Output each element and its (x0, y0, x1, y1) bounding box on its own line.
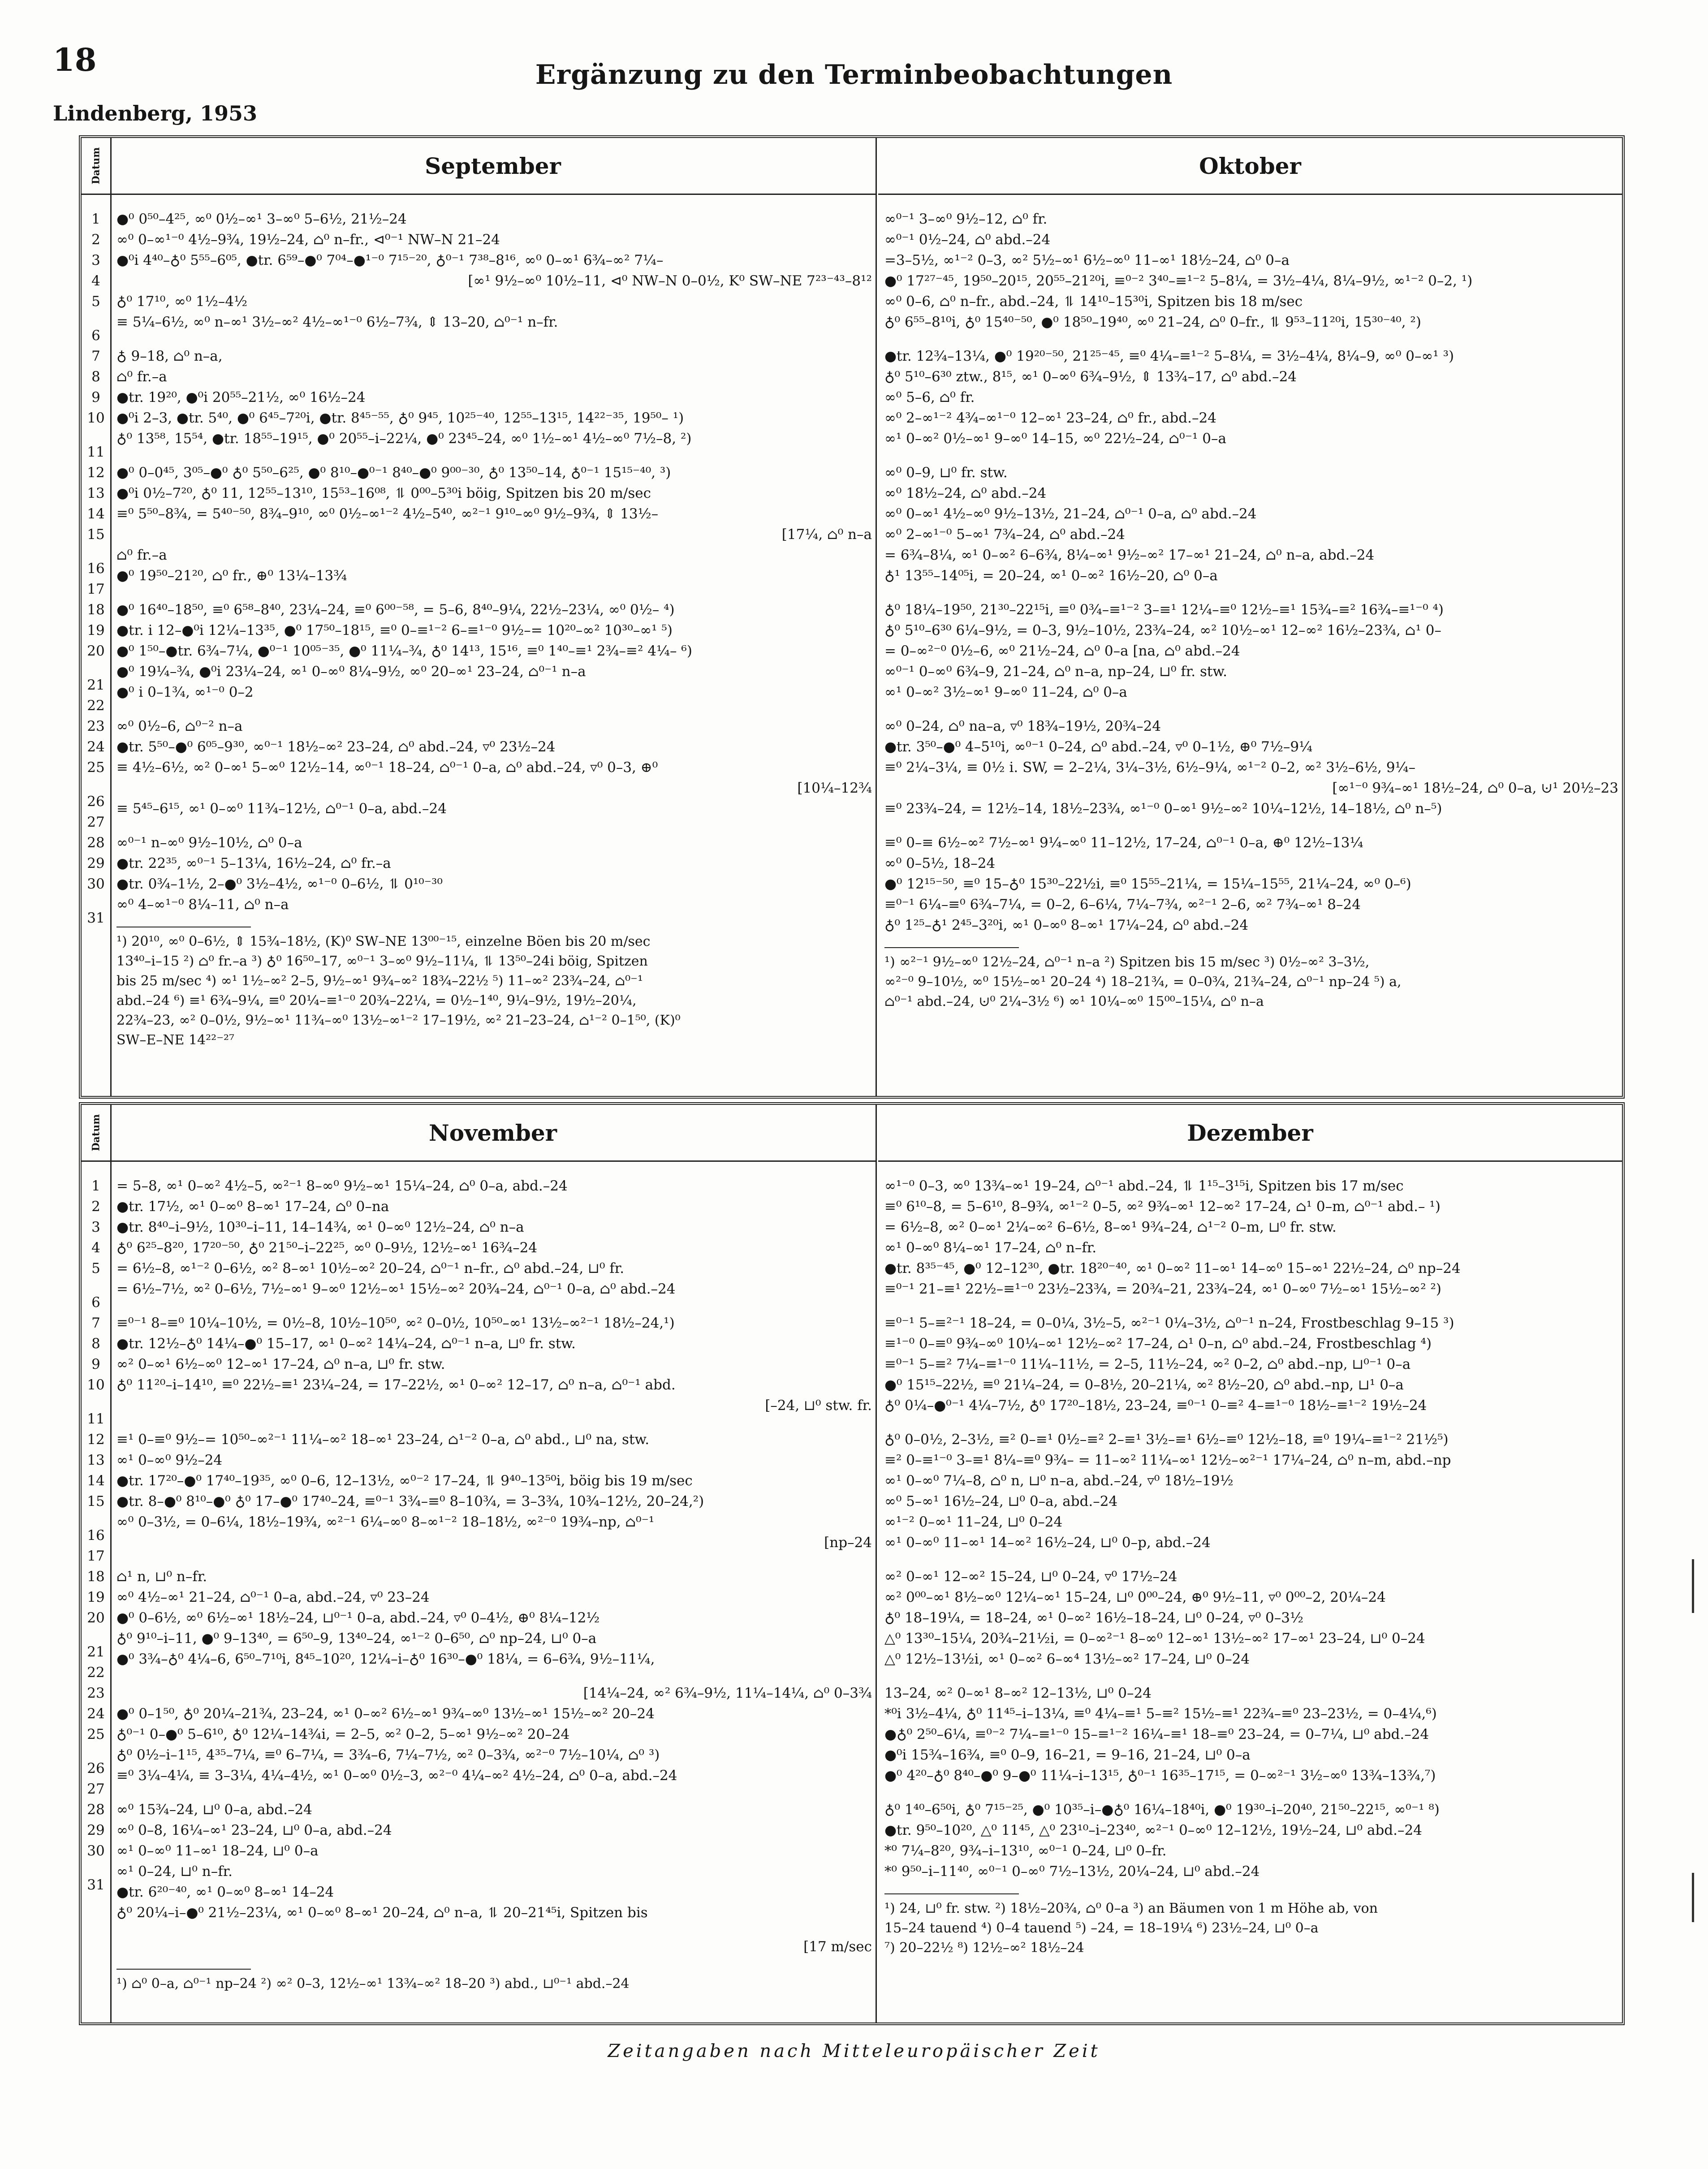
day-entry: ♁⁰ 0¼–●⁰⁻¹ 4¼–7½, ♁⁰ 17²⁰–18½, 23–24, ≡⁰⁻¹ 0–≡² 4–≡¹⁻⁰ 18½–≡¹⁻² 19½–24 (884, 1397, 1427, 1414)
day-number: 1 (91, 211, 100, 227)
day-entry: [np–24 (824, 1535, 872, 1551)
day-entry: ∞⁰⁻¹ 3–∞⁰ 9½–12, ⌂⁰ fr. (884, 211, 1048, 227)
station-year: Lindenberg, 1953 (53, 101, 258, 125)
day-entry: = 6¾–8¼, ∞¹ 0–∞² 6–6¾, 8¼–∞¹ 9½–∞² 17–∞¹ 21–24, ⌂⁰ n–a, abd.–24 (884, 547, 1375, 563)
day-entry: ●tr. 9⁵⁰–10²⁰, △⁰ 11⁴⁵, △⁰ 23¹⁰–i–23⁴⁰, ∞²⁻¹ 0–∞⁰ 12–12½, 19½–24, ⊔⁰ abd.–24 (884, 1822, 1422, 1838)
day-number: 6 (91, 1294, 100, 1311)
datum-column (82, 1105, 112, 2022)
footnote-line: bis 25 m/sec ⁴) ∞¹ 1½–∞² 2–5, 9½–∞¹ 9¾–∞² 18¾–22½ ⁵) 11–∞² 23¾–24, ⌂⁰⁻¹ (116, 973, 643, 989)
day-entry: = 6½–8, ∞² 0–∞¹ 2¼–∞² 6–6½, 8–∞¹ 9¾–24, ⌂¹⁻² 0–m, ⊔⁰ fr. stw. (884, 1219, 1337, 1235)
day-number: 19 (87, 1589, 105, 1605)
day-number: 31 (87, 1877, 105, 1893)
day-number: 25 (87, 759, 105, 776)
day-entry: ●tr. 8–●⁰ 8¹⁰–●⁰ ♁⁰ 17–●⁰ 17⁴⁰–24, ≡⁰⁻¹ 3¾–≡⁰ 8–10¾, = 3–3¾, 10¾–12½, 20–24,²) (116, 1493, 704, 1509)
day-number: 10 (87, 1377, 105, 1393)
day-number: 8 (91, 1336, 100, 1352)
page-title: Ergänzung zu den Terminbeobachtungen (535, 59, 1173, 91)
day-entry: ∞² 0–∞¹ 6½–∞⁰ 12–∞¹ 17–24, ⌂⁰ n–a, ⊔⁰ fr. stw. (116, 1356, 445, 1372)
day-entry: ∞¹⁻⁰ 0–3, ∞⁰ 13¾–∞¹ 19–24, ⌂⁰⁻¹ abd.–24, ⥮ 1¹⁵–3¹⁵i, Spitzen bis 17 m/sec (884, 1178, 1404, 1194)
day-entry: ●⁰ 15¹⁵–22½, ≡⁰ 21¼–24, = 0–8½, 20–21¼, ∞² 8½–20, ⌂⁰ abd.–np, ⊔¹ 0–a (884, 1377, 1404, 1393)
day-entry: ♁⁰ 13⁵⁸, 15⁵⁴, ●tr. 18⁵⁵–19¹⁵, ●⁰ 20⁵⁵–i–22¼, ●⁰ 23⁴⁵–24, ∞⁰ 1½–∞¹ 4½–∞⁰ 7½–8, ²) (116, 431, 692, 447)
day-number: 15 (87, 526, 105, 543)
day-number: 26 (87, 1760, 105, 1777)
month-oktober (878, 138, 1622, 1096)
day-number: 14 (87, 506, 105, 522)
margin-mark (1692, 1873, 1694, 1922)
day-entry: ●⁰ 12¹⁵⁻⁵⁰, ≡⁰ 15–♁⁰ 15³⁰–22½i, ≡⁰ 15⁵⁵–21¼, = 15¼–15⁵⁵, 21¼–24, ∞⁰ 0–⁶) (884, 876, 1411, 892)
day-entry: ♁⁰ 6²⁵–8²⁰, 17²⁰⁻⁵⁰, ♁⁰ 21⁵⁰–i–22²⁵, ∞⁰ 0–9½, 12½–∞¹ 16¾–24 (116, 1240, 538, 1256)
day-entry: ●⁰ 3¾–♁⁰ 4¼–6, 6⁵⁰–7¹⁰i, 8⁴⁵–10²⁰, 12¼–i–♁⁰ 16³⁰–●⁰ 18¼, = 6–6¾, 9½–11¼, (116, 1651, 655, 1667)
day-entry: ≡⁰ 6¹⁰–8, = 5–6¹⁰, 8–9¾, ∞¹⁻² 0–5, ∞² 9¾–∞¹ 12–∞² 17–24, ⌂¹ 0–m, ⌂⁰⁻¹ abd.– ¹) (884, 1199, 1441, 1215)
day-entry: ∞⁰ 0–∞¹⁻⁰ 4½–9¾, 19½–24, ⌂⁰ n–fr., ⊲⁰⁻¹ NW–N 21–24 (116, 232, 500, 248)
day-number: 15 (87, 1493, 105, 1509)
footnote-line: ⌂⁰⁻¹ abd.–24, ⊍⁰ 2¼–3½ ⁶) ∞¹ 10¼–∞⁰ 15⁰⁰–15¼, ⌂⁰ n–a (884, 994, 1264, 1009)
day-number: 4 (91, 273, 100, 289)
day-entry: ●⁰ 0–6½, ∞⁰ 6½–∞¹ 18½–24, ⊔⁰⁻¹ 0–a, abd.–24, ▿⁰ 0–4½, ⊕⁰ 8¼–12½ (116, 1610, 600, 1626)
day-number: 23 (87, 718, 105, 734)
day-entry: ♁⁰ 6⁵⁵–8¹⁰i, ♁⁰ 15⁴⁰⁻⁵⁰, ●⁰ 18⁵⁰–19⁴⁰, ∞⁰ 21–24, ⌂⁰ 0–fr., ⥮ 9⁵³–11²⁰i, 15³⁰⁻⁴⁰, ²) (884, 314, 1421, 330)
day-entry: ●⁰i 0½–7²⁰, ♁⁰ 11, 12⁵⁵–13¹⁰, 15⁵³–16⁰⁸, ⥮ 0⁰⁰–5³⁰i böig, Spitzen bis 20 m/sec (116, 485, 651, 501)
day-number: 11 (87, 1411, 105, 1427)
day-number: 26 (87, 793, 105, 810)
day-entry: ≡⁰⁻¹ 8–≡⁰ 10¼–10½, = 0½–8, 10½–10⁵⁰, ∞² 0–0½, 10⁵⁰–∞¹ 13½–∞²⁻¹ 18½–24,¹) (116, 1315, 675, 1331)
day-entry: ≡⁰⁻¹ 21–≡¹ 22½–≡¹⁻⁰ 23½–23¾, = 20¾–21, 23¾–24, ∞¹ 0–∞⁰ 7½–∞¹ 15½–∞² ²) (884, 1281, 1442, 1297)
day-entry: *⁰i 3½–4¼, ♁⁰ 11⁴⁵–i–13¼, ≡⁰ 4¼–≡¹ 5–≡² 15½–≡¹ 22¾–≡⁰ 23–23½, = 0–4¼,⁶) (884, 1706, 1437, 1722)
day-entry: ●⁰ 0–1⁵⁰, ♁⁰ 20¼–21¾, 23–24, ∞¹ 0–∞² 6½–∞¹ 9¾–∞⁰ 13½–∞¹ 15½–∞² 20–24 (116, 1706, 655, 1722)
day-entry: ♁⁰ 5¹⁰–6³⁰ ztw., 8¹⁵, ∞¹ 0–∞⁰ 6¾–9½, ⇕ 13¾–17, ⌂⁰ abd.–24 (884, 369, 1297, 385)
day-entry: ♁⁰⁻¹ 0–●⁰ 5–6¹⁰, ♁⁰ 12¼–14¾i, = 2–5, ∞² 0–2, 5–∞¹ 9½–∞² 20–24 (116, 1726, 570, 1742)
footnote-line: SW–E–NE 14²²⁻²⁷ (116, 1032, 235, 1048)
day-entry: ♁ 9–18, ⌂⁰ n–a, (116, 348, 223, 364)
day-entry: ●tr. 8⁴⁰–i–9½, 10³⁰–i–11, 14–14¾, ∞¹ 0–∞⁰ 12½–24, ⌂⁰ n–a (116, 1219, 524, 1235)
day-number: 29 (87, 855, 105, 871)
day-entry: ⌂⁰ fr.–a (116, 369, 167, 385)
day-entry: [∞¹ 9½–∞⁰ 10½–11, ⊲⁰ NW–N 0–0½, K⁰ SW–NE 7²³⁻⁴³–8¹² (468, 273, 872, 289)
day-entry: [–24, ⊔⁰ stw. fr. (765, 1397, 872, 1414)
day-entry: ●⁰ 17²⁷⁻⁴⁵, 19⁵⁰–20¹⁵, 20⁵⁵–21²⁰i, ≡⁰⁻² 3⁴⁰–≡¹⁻² 5–8¼, = 3½–4¼, 8¼–9½, ∞¹⁻² 0–2, ¹) (884, 273, 1473, 289)
day-entry: ♁⁰ 0½–i–1¹⁵, 4³⁵–7¼, ≡⁰ 6–7¼, = 3¾–6, 7¼–7½, ∞² 0–3¾, ∞²⁻⁰ 7½–10¼, ⌂⁰ ³) (116, 1747, 660, 1763)
day-number: 2 (91, 232, 100, 248)
day-entry: ●⁰i 2–3, ●tr. 5⁴⁰, ●⁰ 6⁴⁵–7²⁰i, ●tr. 8⁴⁵⁻⁵⁵, ♁⁰ 9⁴⁵, 10²⁵⁻⁴⁰, 12⁵⁵–13¹⁵, 14²²⁻³⁵, 19⁵⁰– ¹) (116, 410, 684, 426)
day-entry: [17 m/sec (803, 1939, 872, 1955)
margin-mark (1692, 1559, 1694, 1613)
day-number: 12 (87, 1432, 105, 1448)
day-entry: [17¼, ⌂⁰ n–a (781, 526, 872, 543)
day-number: 10 (87, 410, 105, 426)
day-entry: = 5–8, ∞¹ 0–∞² 4½–5, ∞²⁻¹ 8–∞⁰ 9½–∞¹ 15¼–24, ⌂⁰ 0–a, abd.–24 (116, 1178, 568, 1194)
day-entry: ≡⁰ 23¾–24, = 12½–14, 18½–23¾, ∞¹⁻⁰ 0–∞¹ 9½–∞² 10¼–12½, 14–18½, ⌂⁰ n–⁵) (884, 801, 1442, 817)
day-number: 16 (87, 1527, 105, 1544)
day-number: 31 (87, 910, 105, 926)
day-number: 11 (87, 444, 105, 460)
day-entry: ∞⁰ 5–∞¹ 16½–24, ⊔⁰ 0–a, abd.–24 (884, 1493, 1118, 1509)
day-number: 3 (91, 252, 100, 268)
day-number: 2 (91, 1199, 100, 1215)
day-number: 24 (87, 1706, 105, 1722)
day-number: 28 (87, 1802, 105, 1818)
day-entry: ●tr. i 12–●⁰i 12¼–13³⁵, ●⁰ 17⁵⁰–18¹⁵, ≡⁰ 0–≡¹⁻² 6–≡¹⁻⁰ 9½–= 10²⁰–∞² 10³⁰–∞¹ ⁵) (116, 622, 673, 638)
day-entry: 13–24, ∞² 0–∞¹ 8–∞² 12–13½, ⊔⁰ 0–24 (884, 1685, 1152, 1701)
month-title: September (110, 138, 876, 195)
day-number: 22 (87, 1664, 105, 1681)
day-entry: ∞⁰⁻¹ 0–∞⁰ 6¾–9, 21–24, ⌂⁰ n–a, np–24, ⊔⁰ fr. stw. (884, 664, 1228, 680)
datum-column (82, 138, 112, 1096)
day-entry: =3–5½, ∞¹⁻² 0–3, ∞² 5½–∞¹ 6½–∞⁰ 11–∞¹ 18½–24, ⌂⁰ 0–a (884, 252, 1290, 268)
day-entry: ≡⁰⁻¹ 5–≡²⁻¹ 18–24, = 0–0¼, 3½–5, ∞²⁻¹ 0¼–3½, ⌂⁰⁻¹ n–24, Frostbeschlag 9–15 ³) (884, 1315, 1454, 1331)
day-entry: ∞¹⁻² 0–∞¹ 11–24, ⊔⁰ 0–24 (884, 1514, 1063, 1530)
day-entry: ♁⁰ 1⁴⁰–6⁵⁰i, ♁⁰ 7¹⁵⁻²⁵, ●⁰ 10³⁵–i–●♁⁰ 16¼–18⁴⁰i, ●⁰ 19³⁰–i–20⁴⁰, 21⁵⁰–22¹⁵, ∞⁰⁻¹ ⁸) (884, 1802, 1440, 1818)
day-entry: ∞⁰ 18½–24, ⌂⁰ abd.–24 (884, 485, 1047, 501)
day-entry: ●⁰i 15¾–16¾, ≡⁰ 0–9, 16–21, = 9–16, 21–24, ⊔⁰ 0–a (884, 1747, 1251, 1763)
day-entry: ∞¹ 0–24, ⊔⁰ n–fr. (116, 1863, 233, 1880)
day-entry: ●⁰ 19¼–¾, ●⁰i 23¼–24, ∞¹ 0–∞⁰ 8¼–9½, ∞⁰ 20–∞¹ 23–24, ⌂⁰⁻¹ n–a (116, 664, 586, 680)
day-entry: ∞⁰ 0½–6, ⌂⁰⁻² n–a (116, 718, 243, 734)
footnote-line: ¹) 24, ⊔⁰ fr. stw. ²) 18½–20¾, ⌂⁰ 0–a ³) an Bäumen von 1 m Höhe ab, von (884, 1901, 1378, 1916)
day-entry: ●⁰ 16⁴⁰–18⁵⁰, ≡⁰ 6⁵⁸–8⁴⁰, 23¼–24, ≡⁰ 6⁰⁰⁻⁵⁸, = 5–6, 8⁴⁰–9¼, 22½–23¼, ∞⁰ 0½– ⁴) (116, 602, 675, 618)
day-entry: ●tr. 5⁵⁰–●⁰ 6⁰⁵–9³⁰, ∞⁰⁻¹ 18½–∞² 23–24, ⌂⁰ abd.–24, ▿⁰ 23½–24 (116, 739, 556, 755)
day-number: 19 (87, 622, 105, 638)
day-number: 9 (91, 389, 100, 405)
footnote-line: abd.–24 ⁶) ≡¹ 6¾–9¼, ≡⁰ 20¼–≡¹⁻⁰ 20¾–22¼, = 0½–1⁴⁰, 9¼–9½, 19½–20¼, (116, 993, 637, 1009)
footnote-line: 22¾–23, ∞² 0–0½, 9½–∞¹ 11¾–∞⁰ 13½–∞¹⁻² 17–19½, ∞² 21–23–24, ⌂¹⁻² 0–1⁵⁰, (K)⁰ (116, 1013, 681, 1028)
day-entry: ∞¹ 0–∞⁰ 7¼–8, ⌂⁰ n, ⊔⁰ n–a, abd.–24, ▿⁰ 18½–19½ (884, 1473, 1234, 1489)
datum-header: Datum (82, 1105, 110, 1162)
day-entry: ∞⁰ 5–6, ⌂⁰ fr. (884, 389, 975, 405)
day-entry: ∞² 0–∞¹ 12–∞² 15–24, ⊔⁰ 0–24, ▿⁰ 17½–24 (884, 1569, 1177, 1585)
day-entry: ●tr. 22³⁵, ∞⁰⁻¹ 5–13¼, 16½–24, ⌂⁰ fr.–a (116, 855, 391, 871)
day-number: 30 (87, 876, 105, 892)
day-number: 18 (87, 1569, 105, 1585)
day-entry: ♁⁰ 17¹⁰, ∞⁰ 1½–4½ (116, 293, 248, 310)
day-number: 5 (91, 1260, 100, 1276)
day-entry: ∞¹ 0–∞⁰ 11–∞¹ 18–24, ⊔⁰ 0–a (116, 1843, 319, 1859)
month-title: Dezember (878, 1105, 1622, 1162)
day-number: 3 (91, 1219, 100, 1235)
day-entry: ♁⁰ 20¼–i–●⁰ 21½–23¼, ∞¹ 0–∞⁰ 8–∞¹ 20–24, ⌂⁰ n–a, ⥮ 20–21⁴⁵i, Spitzen bis (116, 1905, 648, 1921)
day-entry: ●⁰ 0–0⁴⁵, 3⁰⁵–●⁰ ♁⁰ 5⁵⁰–6²⁵, ●⁰ 8¹⁰–●⁰⁻¹ 8⁴⁰–●⁰ 9⁰⁰⁻³⁰, ♁⁰ 13⁵⁰–14, ♁⁰⁻¹ 15¹⁵⁻⁴⁰, ³) (116, 465, 671, 481)
day-number: 17 (87, 581, 105, 597)
day-entry: ♁⁰ 11²⁰–i–14¹⁰, ≡⁰ 22½–≡¹ 23¼–24, = 17–22½, ∞¹ 0–∞² 12–17, ⌂⁰ n–a, ⌂⁰⁻¹ abd. (116, 1377, 676, 1393)
day-entry: ⌂¹ n, ⊔⁰ n–fr. (116, 1569, 207, 1585)
day-entry: ∞¹ 0–∞² 3½–∞¹ 9–∞⁰ 11–24, ⌂⁰ 0–a (884, 684, 1127, 700)
day-entry: ∞¹ 0–∞² 0½–∞¹ 9–∞⁰ 14–15, ∞⁰ 22½–24, ⌂⁰⁻¹ 0–a (884, 431, 1226, 447)
day-number: 6 (91, 328, 100, 344)
day-entry: ∞⁰ 0–24, ⌂⁰ na–a, ▿⁰ 18¾–19½, 20¾–24 (884, 718, 1161, 734)
footer-note: Zeitangaben nach Mitteleuropäischer Zeit (608, 2041, 1100, 2061)
day-number: 16 (87, 561, 105, 577)
footnote-line: 15–24 tauend ⁴) 0–4 tauend ⁵) –24, = 18–19¼ ⁶) 23½–24, ⊔⁰ 0–a (884, 1920, 1319, 1936)
day-entry: ∞² 0⁰⁰–∞¹ 8½–∞⁰ 12¼–∞¹ 15–24, ⊔⁰ 0⁰⁰–24, ⊕⁰ 9½–11, ▿⁰ 0⁰⁰–2, 20¼–24 (884, 1589, 1386, 1605)
day-entry: ∞¹ 0–∞⁰ 9½–24 (116, 1452, 223, 1468)
page-number: 18 (53, 41, 97, 78)
day-number: 23 (87, 1685, 105, 1701)
day-entry: ∞⁰ 4½–∞¹ 21–24, ⌂⁰⁻¹ 0–a, abd.–24, ▿⁰ 23–24 (116, 1589, 430, 1605)
day-number: 14 (87, 1473, 105, 1489)
day-entry: ≡⁰ 2¼–3¼, ≡ 0½ i. SW, = 2–2¼, 3¼–3½, 6½–9¼, ∞¹⁻² 0–2, ∞² 3½–6½, 9¼– (884, 759, 1416, 776)
footnote-line: ¹) ∞²⁻¹ 9½–∞⁰ 12½–24, ⌂⁰⁻¹ n–a ²) Spitzen bis 15 m/sec ³) 0½–∞² 3–3½, (884, 954, 1370, 970)
footnote-line: ¹) 20¹⁰, ∞⁰ 0–6½, ⇕ 15¾–18½, (K)⁰ SW–NE 13⁰⁰⁻¹⁵, einzelne Böen bis 20 m/sec (116, 934, 651, 949)
footnote-rule (116, 1969, 251, 1970)
day-entry: ●tr. 12½–♁⁰ 14¼–●⁰ 15–17, ∞¹ 0–∞² 14¼–24, ⌂⁰⁻¹ n–a, ⊔⁰ fr. stw. (116, 1336, 576, 1352)
day-entry: ●tr. 17²⁰–●⁰ 17⁴⁰–19³⁵, ∞⁰ 0–6, 12–13½, ∞⁰⁻² 17–24, ⥮ 9⁴⁰–13⁵⁰i, böig bis 19 m/sec (116, 1473, 693, 1489)
day-entry: ∞⁰ 0–3½, = 0–6¼, 18½–19¾, ∞²⁻¹ 6¼–∞⁰ 8–∞¹⁻² 18–18½, ∞²⁻⁰ 19¾–np, ⌂⁰⁻¹ (116, 1514, 655, 1530)
day-entry: ∞⁰⁻¹ 0½–24, ⌂⁰ abd.–24 (884, 232, 1051, 248)
day-number: 27 (87, 814, 105, 830)
day-entry: = 0–∞²⁻⁰ 0½–6, ∞⁰ 21½–24, ⌂⁰ 0–a [na, ⌂⁰ abd.–24 (884, 643, 1240, 659)
day-entry: ≡² 0–≡¹⁻⁰ 3–≡¹ 8¼–≡⁰ 9¾– = 11–∞² 11¼–∞¹ 12½–∞²⁻¹ 17¼–24, ⌂⁰ n–m, abd.–np (884, 1452, 1451, 1468)
day-number: 21 (87, 1644, 105, 1660)
day-number: 20 (87, 1610, 105, 1626)
day-entry: ●tr. 3⁵⁰–●⁰ 4–5¹⁰i, ∞⁰⁻¹ 0–24, ⌂⁰ abd.–24, ▿⁰ 0–1½, ⊕⁰ 7½–9¼ (884, 739, 1313, 755)
day-entry: ●tr. 8³⁵⁻⁴⁵, ●⁰ 12–12³⁰, ●tr. 18²⁰⁻⁴⁰, ∞¹ 0–∞² 11–∞¹ 14–∞⁰ 15–∞¹ 22½–24, ⌂⁰ np–24 (884, 1260, 1461, 1276)
table-november-dezember (79, 1102, 1625, 2025)
day-entry: ●tr. 6²⁰⁻⁴⁰, ∞¹ 0–∞⁰ 8–∞¹ 14–24 (116, 1884, 334, 1900)
day-number: 30 (87, 1843, 105, 1859)
day-entry: ≡ 4½–6½, ∞² 0–∞¹ 5–∞⁰ 12½–14, ∞⁰⁻¹ 18–24, ⌂⁰⁻¹ 0–a, ⌂⁰ abd.–24, ▿⁰ 0–3, ⊕⁰ (116, 759, 658, 776)
month-september (110, 138, 877, 1096)
day-entry: [10¼–12¾ (797, 780, 872, 796)
day-number: 4 (91, 1240, 100, 1256)
day-entry: ≡⁰⁻¹ 5–≡² 7¼–≡¹⁻⁰ 11¼–11½, = 2–5, 11½–24, ∞² 0–2, ⌂⁰ abd.–np, ⊔⁰⁻¹ 0–a (884, 1356, 1411, 1372)
day-number: 20 (87, 643, 105, 659)
footnote-line: ⁷) 20–22½ ⁸) 12½–∞² 18½–24 (884, 1940, 1084, 1956)
month-title: Oktober (878, 138, 1622, 195)
day-entry: *⁰ 7¼–8²⁰, 9¾–i–13¹⁰, ∞⁰⁻¹ 0–24, ⊔⁰ 0–fr. (884, 1843, 1167, 1859)
day-number: 8 (91, 369, 100, 385)
day-entry: ≡⁰⁻¹ 6¼–≡⁰ 6¾–7¼, = 0–2, 6–6¼, 7¼–7¾, ∞²⁻¹ 2–6, ∞² 7¾–∞¹ 8–24 (884, 897, 1361, 913)
datum-header: Datum (82, 138, 110, 195)
day-entry: ≡⁰ 5⁵⁰–8¾, = 5⁴⁰⁻⁵⁰, 8¾–9¹⁰, ∞⁰ 0½–∞¹⁻² 4½–5⁴⁰, ∞²⁻¹ 9¹⁰–∞⁰ 9½–9¾, ⇕ 13½– (116, 506, 659, 522)
day-entry: ♁⁰ 18¼–19⁵⁰, 21³⁰–22¹⁵i, ≡⁰ 0¾–≡¹⁻² 3–≡¹ 12¼–≡⁰ 12½–≡¹ 15¾–≡² 16¾–≡¹⁻⁰ ⁴) (884, 602, 1444, 618)
day-entry: ∞⁰ 0–6, ⌂⁰ n–fr., abd.–24, ⥮ 14¹⁰–15³⁰i, Spitzen bis 18 m/sec (884, 293, 1303, 310)
day-entry: = 6½–8, ∞¹⁻² 0–6½, ∞² 8–∞¹ 10½–∞² 20–24, ⌂⁰⁻¹ n–fr., ⌂⁰ abd.–24, ⊔⁰ fr. (116, 1260, 625, 1276)
day-number: 13 (87, 1452, 105, 1468)
month-november (110, 1105, 877, 2022)
day-entry: ●⁰ 4²⁰–♁⁰ 8⁴⁰–●⁰ 9–●⁰ 11¼–i–13¹⁵, ♁⁰⁻¹ 16³⁵–17¹⁵, = 0–∞²⁻¹ 3½–∞⁰ 13¾–13¾,⁷) (884, 1768, 1436, 1784)
day-entry: ♁⁰ 0–0½, 2–3½, ≡² 0–≡¹ 0½–≡² 2–≡¹ 3½–≡¹ 6½–≡⁰ 12½–18, ≡⁰ 19¼–≡¹⁻² 21½⁵) (884, 1432, 1449, 1448)
day-entry: ♁⁰ 18–19¼, = 18–24, ∞¹ 0–∞² 16½–18–24, ⊔⁰ 0–24, ▿⁰ 0–3½ (884, 1610, 1304, 1626)
day-entry: ∞¹ 0–∞⁰ 11–∞¹ 14–∞² 16½–24, ⊔⁰ 0–p, abd.–24 (884, 1535, 1211, 1551)
day-entry: ♁⁰ 1²⁵–♁¹ 2⁴⁵–3²⁰i, ∞¹ 0–∞⁰ 8–∞¹ 17¼–24, ⌂⁰ abd.–24 (884, 917, 1249, 933)
day-entry: ●⁰ 19⁵⁰–21²⁰, ⌂⁰ fr., ⊕⁰ 13¼–13¾ (116, 568, 347, 584)
day-entry: ≡¹ 0–≡⁰ 9½–= 10⁵⁰–∞²⁻¹ 11¼–∞² 18–∞¹ 23–24, ⌂¹⁻² 0–a, ⌂⁰ abd., ⊔⁰ na, stw. (116, 1432, 650, 1448)
day-entry: ≡⁰ 0–≡ 6½–∞² 7½–∞¹ 9¼–∞⁰ 11–12½, 17–24, ⌂⁰⁻¹ 0–a, ⊕⁰ 12½–13¼ (884, 835, 1363, 851)
day-entry: ∞⁰ 0–∞¹ 4½–∞⁰ 9½–13½, 21–24, ⌂⁰⁻¹ 0–a, ⌂⁰ abd.–24 (884, 506, 1257, 522)
day-entry: ♁⁰ 5¹⁰–6³⁰ 6¼–9½, = 0–3, 9½–10½, 23¾–24, ∞² 10½–∞¹ 12–∞² 16½–23¾, ⌂¹ 0– (884, 622, 1441, 638)
day-entry: ≡ 5¼–6½, ∞⁰ n–∞¹ 3½–∞² 4½–∞¹⁻⁰ 6½–7¾, ⇕ 13–20, ⌂⁰⁻¹ n–fr. (116, 314, 558, 330)
footnote-rule (884, 1893, 1019, 1894)
month-title: November (110, 1105, 876, 1162)
day-entry: ●⁰i 4⁴⁰–♁⁰ 5⁵⁵–6⁰⁵, ●tr. 6⁵⁹–●⁰ 7⁰⁴–●¹⁻⁰ 7¹⁵⁻²⁰, ♁⁰⁻¹ 7³⁸–8¹⁶, ∞⁰ 0–∞¹ 6¾–∞² 7¼– (116, 252, 664, 268)
day-entry: ∞⁰⁻¹ n–∞⁰ 9½–10½, ⌂⁰ 0–a (116, 835, 302, 851)
day-number: 24 (87, 739, 105, 755)
day-number: 17 (87, 1548, 105, 1564)
day-entry: ●♁⁰ 2⁵⁰–6¼, ≡⁰⁻² 7¼–≡¹⁻⁰ 15–≡¹⁻² 16¼–≡¹ 18–≡⁰ 23–24, = 0–7¼, ⊔⁰ abd.–24 (884, 1726, 1429, 1742)
day-number: 9 (91, 1356, 100, 1372)
day-number: 7 (91, 1315, 100, 1331)
day-entry: [14¼–24, ∞² 6¾–9½, 11¼–14¼, ⌂⁰ 0–3¾ (583, 1685, 872, 1701)
day-entry: ∞⁰ 2–∞¹⁻⁰ 5–∞¹ 7¾–24, ⌂⁰ abd.–24 (884, 526, 1125, 543)
day-entry: ●tr. 17½, ∞¹ 0–∞⁰ 8–∞¹ 17–24, ⌂⁰ 0–na (116, 1199, 389, 1215)
day-number: 22 (87, 698, 105, 714)
day-entry: ●⁰ 0⁵⁰–4²⁵, ∞⁰ 0½–∞¹ 3–∞⁰ 5–6½, 21½–24 (116, 211, 407, 227)
day-entry: ∞⁰ 15¾–24, ⊔⁰ 0–a, abd.–24 (116, 1802, 312, 1818)
day-entry: ●⁰ i 0–1¾, ∞¹⁻⁰ 0–2 (116, 684, 254, 700)
day-number: 27 (87, 1781, 105, 1797)
day-entry: ≡⁰ 3¼–4¼, ≡ 3–3¼, 4¼–4½, ∞¹ 0–∞⁰ 0½–3, ∞²⁻⁰ 4¼–∞² 4½–24, ⌂⁰ 0–a, abd.–24 (116, 1768, 677, 1784)
day-entry: *⁰ 9⁵⁰–i–11⁴⁰, ∞⁰⁻¹ 0–∞⁰ 7½–13½, 20¼–24, ⊔⁰ abd.–24 (884, 1863, 1260, 1880)
day-number: 13 (87, 485, 105, 501)
day-entry: △⁰ 13³⁰–15¼, 20¾–21½i, = 0–∞²⁻¹ 8–∞⁰ 12–∞¹ 13½–∞² 17–∞¹ 23–24, ⊔⁰ 0–24 (884, 1630, 1425, 1647)
day-number: 29 (87, 1822, 105, 1838)
day-entry: ∞⁰ 4–∞¹⁻⁰ 8¼–11, ⌂⁰ n–a (116, 897, 289, 913)
day-entry: ∞⁰ 2–∞¹⁻² 4¾–∞¹⁻⁰ 12–∞¹ 23–24, ⌂⁰ fr., abd.–24 (884, 410, 1216, 426)
day-entry: ●tr. 12¾–13¼, ●⁰ 19²⁰⁻⁵⁰, 21²⁵⁻⁴⁵, ≡⁰ 4¼–≡¹⁻² 5–8¼, = 3½–4¼, 8¼–9, ∞⁰ 0–∞¹ ³) (884, 348, 1454, 364)
day-entry: △⁰ 12½–13½i, ∞¹ 0–∞² 6–∞⁴ 13½–∞² 17–24, ⊔⁰ 0–24 (884, 1651, 1250, 1667)
footnote-line: ∞²⁻⁰ 9–10½, ∞⁰ 15½–∞¹ 20–24 ⁴) 18–21¾, = 0–0¾, 21¾–24, ⌂⁰⁻¹ np–24 ⁵) a, (884, 974, 1402, 990)
month-dezember (878, 1105, 1622, 2022)
day-entry: ∞⁰ 0–8, 16¼–∞¹ 23–24, ⊔⁰ 0–a, abd.–24 (116, 1822, 392, 1838)
day-entry: ♁⁰ 9¹⁰–i–11, ●⁰ 9–13⁴⁰, = 6⁵⁰–9, 13⁴⁰–24, ∞¹⁻² 0–6⁵⁰, ⌂⁰ np–24, ⊔⁰ 0–a (116, 1630, 597, 1647)
day-number: 21 (87, 677, 105, 693)
day-entry: ≡ 5⁴⁵–6¹⁵, ∞¹ 0–∞⁰ 11¾–12½, ⌂⁰⁻¹ 0–a, abd.–24 (116, 801, 447, 817)
day-number: 28 (87, 835, 105, 851)
day-number: 18 (87, 602, 105, 618)
day-entry: [∞¹⁻⁰ 9¾–∞¹ 18½–24, ⌂⁰ 0–a, ⊍¹ 20½–23 (1332, 780, 1618, 796)
day-entry: ●tr. 19²⁰, ●⁰i 20⁵⁵–21½, ∞⁰ 16½–24 (116, 389, 366, 405)
day-entry: ∞¹ 0–∞⁰ 8¼–∞¹ 17–24, ⌂⁰ n–fr. (884, 1240, 1097, 1256)
day-number: 1 (91, 1178, 100, 1194)
day-entry: ≡¹⁻⁰ 0–≡⁰ 9¾–∞⁰ 10¼–∞¹ 12½–∞² 17–24, ⌂¹ 0–n, ⌂⁰ abd.–24, Frostbeschlag ⁴) (884, 1336, 1432, 1352)
footnote-line: 13⁴⁰–i–15 ²) ⌂⁰ fr.–a ³) ♁⁰ 16⁵⁰–17, ∞⁰⁻¹ 3–∞⁰ 9½–11¼, ⥮ 13⁵⁰–24i böig, Spitzen (116, 953, 648, 969)
day-number: 12 (87, 465, 105, 481)
day-entry: ●tr. 0¾–1½, 2–●⁰ 3½–4½, ∞¹⁻⁰ 0–6½, ⥮ 0¹⁰⁻³⁰ (116, 876, 443, 892)
day-entry: ⌂⁰ fr.–a (116, 547, 167, 563)
footnote-line: ¹) ⌂⁰ 0–a, ⌂⁰⁻¹ np–24 ²) ∞² 0–3, 12½–∞¹ 13¾–∞² 18–20 ³) abd., ⊔⁰⁻¹ abd.–24 (116, 1976, 630, 1992)
day-entry: ∞⁰ 0–9, ⊔⁰ fr. stw. (884, 465, 1008, 481)
footnote-rule (884, 947, 1019, 948)
day-number: 25 (87, 1726, 105, 1742)
table-september-oktober (79, 135, 1625, 1099)
day-entry: ∞⁰ 0–5½, 18–24 (884, 855, 996, 871)
day-number: 5 (91, 293, 100, 310)
day-entry: = 6½–7½, ∞² 0–6½, 7½–∞¹ 9–∞⁰ 12½–∞¹ 15½–∞² 20¾–24, ⌂⁰⁻¹ 0–a, ⌂⁰ abd.–24 (116, 1281, 676, 1297)
day-entry: ●⁰ 1⁵⁰–●tr. 6¾–7¼, ●⁰⁻¹ 10⁰⁵⁻³⁵, ●⁰ 11¼–¾, ♁⁰ 14¹³, 15¹⁶, ≡⁰ 1⁴⁰–≡¹ 2¾–≡² 4¼– ⁶) (116, 643, 692, 659)
day-number: 7 (91, 348, 100, 364)
day-entry: ♁¹ 13⁵⁵–14⁰⁵i, = 20–24, ∞¹ 0–∞² 16½–20, ⌂⁰ 0–a (884, 568, 1218, 584)
